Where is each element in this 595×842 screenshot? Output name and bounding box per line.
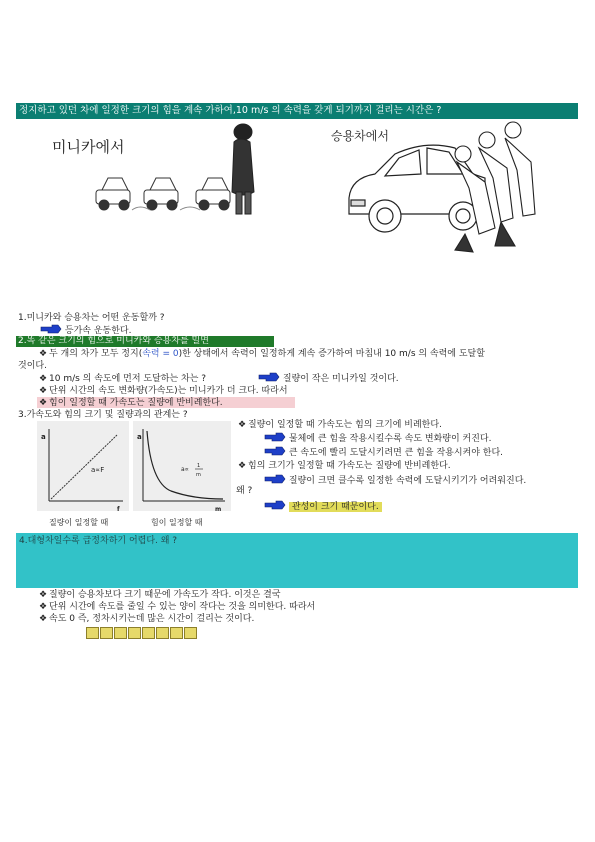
- q3-question: 3.가속도와 힘의 크기 및 질량과의 관계는 ?: [18, 410, 188, 420]
- q2-line2-text: 10 m/s 의 속도에 먼저 도달하는 차는 ?: [49, 374, 207, 384]
- nav-hand-button[interactable]: [142, 627, 155, 639]
- q2-conclusion: 힘이 일정할 때 가속도는 질량에 반비례한다.: [49, 398, 223, 408]
- q2-line3: [37, 385, 288, 397]
- q3-r6-answer: 관성이 크기 때문이다.: [289, 502, 382, 512]
- q2-line2-answer: 질량이 작은 미니카일 것이다.: [282, 374, 399, 384]
- diamond-bullet-icon: ❖: [237, 461, 247, 471]
- diamond-bullet-icon: ❖: [38, 590, 48, 600]
- q3-r4-text: 힘의 크기가 일정할 때 가속도는 질량에 반비례한다.: [248, 461, 451, 471]
- pointing-hand-icon: [264, 500, 286, 511]
- q4-box: [16, 533, 578, 588]
- q3-r2-text: 물체에 큰 힘을 작용시킬수록 속도 변화량이 커진다.: [288, 434, 492, 444]
- q4-l1: [37, 589, 281, 601]
- q2-line1-speed-zero: 속력 = 0: [142, 349, 179, 359]
- diamond-bullet-icon: ❖: [38, 374, 48, 384]
- graph1-formula: a∝F: [91, 466, 105, 474]
- q2-line1: [37, 348, 485, 360]
- graph1-xlabel: f: [117, 506, 120, 513]
- sedan-illustration: [331, 118, 540, 256]
- pointing-hand-icon: [40, 324, 62, 335]
- q2-line4: [37, 397, 295, 408]
- q3-r4: [236, 460, 451, 472]
- nav-hand-button[interactable]: [114, 627, 127, 639]
- q4-header: 4.대형차일수록 급정차하기 어렵다. 왜 ?: [19, 536, 178, 546]
- q4-l2: [37, 601, 315, 613]
- q3-r3: [264, 446, 503, 459]
- q2-line1-cont: 것이다.: [18, 361, 47, 371]
- q4-l3: [37, 613, 254, 625]
- q2-line2: [37, 373, 206, 385]
- q2-line2-answer-row: [258, 372, 399, 385]
- q1-answer: 등가속 운동한다.: [64, 326, 132, 336]
- q3-r5-text: 질량이 크면 클수록 일정한 속력에 도달시키기가 어려워진다.: [288, 476, 527, 486]
- nav-hand-button[interactable]: [128, 627, 141, 639]
- nav-hand-button[interactable]: [170, 627, 183, 639]
- graph2-ylabel: a: [137, 433, 142, 441]
- q4-l1-text: 질량이 승용차보다 크기 때문에 가속도가 작다. 이것은 결국: [49, 590, 281, 600]
- nav-hand-button[interactable]: [156, 627, 169, 639]
- q3-r3-text: 큰 속도에 빨리 도달시키려면 큰 힘을 작용시켜야 한다.: [288, 448, 504, 458]
- graph2-caption: 힘이 일정할 때: [151, 518, 203, 527]
- minicar-illustration: [40, 122, 265, 222]
- pointing-hand-icon: [264, 474, 286, 485]
- q4-l2-text: 단위 시간에 속도를 줄일 수 있는 양이 작다는 것을 의미한다. 따라서: [49, 602, 316, 612]
- graph1-panel: [37, 421, 129, 511]
- sedan-caption: 승용차에서: [331, 129, 389, 143]
- graph2-formula-numerator: 1: [197, 463, 201, 469]
- diamond-bullet-icon: ❖: [38, 614, 48, 624]
- diamond-bullet-icon: ❖: [38, 398, 48, 408]
- page-title: 정지하고 있던 차에 일정한 크기의 힘을 계속 가하여,10 m/s 의 속력을 갖게 되기까지 걸리는 시간은 ?: [16, 103, 578, 119]
- diamond-bullet-icon: ❖: [38, 602, 48, 612]
- q4-l3-text: 속도 0 즉, 정차시키는데 많은 시간이 걸리는 것이다.: [49, 614, 255, 624]
- q2-line1-text-a: 두 개의 차가 모두 정지(: [49, 349, 143, 359]
- graph1-ylabel: a: [41, 433, 46, 441]
- diamond-bullet-icon: ❖: [38, 349, 48, 359]
- q3-r2: [264, 432, 491, 445]
- nav-hand-button[interactable]: [86, 627, 99, 639]
- graph2-xlabel: m: [215, 506, 222, 513]
- q2-header: 2.똑 같은 크기의 힘으로 미니카와 승용차를 밀면: [16, 336, 274, 347]
- nav-button-row: [86, 627, 198, 639]
- diamond-bullet-icon: ❖: [38, 386, 48, 396]
- nav-hand-button[interactable]: [100, 627, 113, 639]
- pointing-hand-icon: [264, 446, 286, 457]
- graph1-caption: 질량이 일정할 때: [49, 518, 109, 527]
- acceleration-graphs: [37, 421, 231, 531]
- q2-line3-text: 단위 시간의 속도 변화량(가속도)는 미니카가 더 크다. 따라서: [49, 386, 288, 396]
- graph2-formula: a∝: [181, 466, 189, 473]
- q2-line1-text-c: )한 상태에서 속력이 일정하게 계속 증가하여 마침내 10 m/s 의 속력에 도달할: [178, 349, 485, 359]
- q3-r6-row: [264, 500, 382, 513]
- q3-why: 왜 ?: [236, 486, 253, 496]
- diamond-bullet-icon: ❖: [237, 420, 247, 430]
- q3-r1-text: 질량이 일정할 때 가속도는 힘의 크기에 비례한다.: [248, 420, 442, 430]
- pointing-hand-icon: [264, 432, 286, 443]
- q1-question: 1.미니카와 승용차는 어떤 운동할까 ?: [18, 313, 165, 323]
- nav-hand-button[interactable]: [184, 627, 197, 639]
- q3-r5: [264, 474, 526, 487]
- minicar-caption: 미니카에서: [52, 138, 125, 156]
- q3-r1: [236, 419, 442, 431]
- graph2-formula-denominator: m: [196, 472, 201, 478]
- pointing-hand-icon: [258, 372, 280, 383]
